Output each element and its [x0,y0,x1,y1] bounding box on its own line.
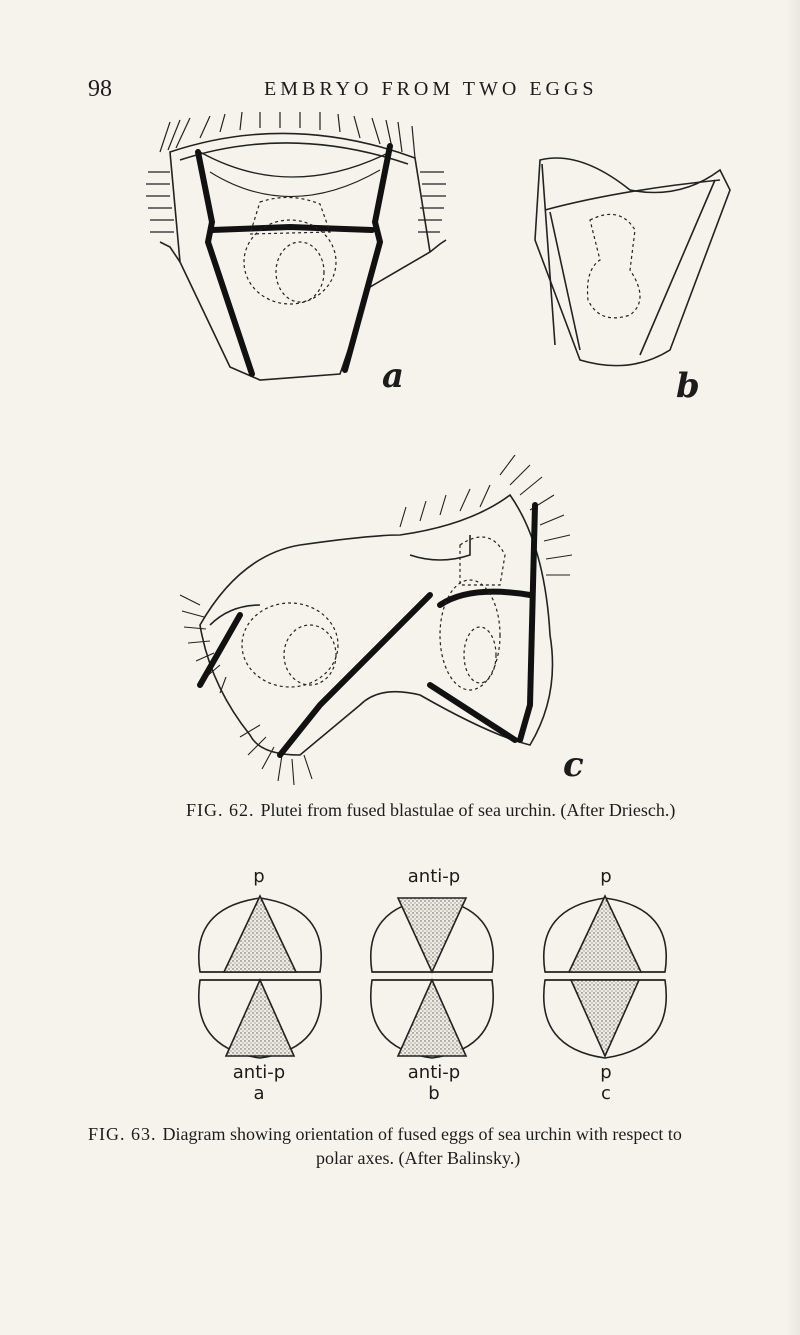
fig63-top-label-b: anti-p [407,866,461,887]
running-head: EMBRYO FROM TWO EGGS [264,78,598,100]
fig63-panel-c-letter: c [601,1083,611,1104]
fig63-diagram-a [199,896,322,1058]
fig63-bottom-label-c: p [600,1062,612,1083]
fig63-diagram-b [371,898,494,1058]
fig63-top-label-a: p [253,866,265,887]
fig63-bottom-label-a: anti-p [232,1062,286,1083]
fig63-panel-a-letter: a [253,1083,265,1104]
fig63-panel-b-letter: b [428,1083,440,1104]
fig63-caption-line1 [88,1122,788,1146]
fig62-panel-b-letter: b [676,366,700,406]
page-number: 98 [88,76,112,102]
page-edge-shadow [786,0,800,1335]
page-header [0,76,800,106]
fig63-diagrams [180,888,690,1068]
fig63-top-label-c: p [600,866,612,887]
fig62-b-illustration [520,150,735,380]
fig62-c-illustration [170,455,600,795]
fig63-label: FIG. 63. [88,1124,157,1144]
fig62-label: FIG. 62. [186,800,255,820]
fig63-bottom-label-b: anti-p [407,1062,461,1083]
fig63-caption-line2: polar axes. (After Balinsky.) [316,1148,521,1168]
fig63-diagram-c [544,896,667,1058]
fig62-panel-c-letter: c [563,745,584,785]
fig62-panel-a-letter: a [382,356,405,396]
fig63-caption-text-1: Diagram showing orientation of fused eggs of sea urchin with respect to [162,1124,682,1144]
fig62-caption [186,798,675,822]
fig63-caption [88,1122,788,1170]
fig62-a-illustration [140,112,450,392]
fig62-caption-text: Plutei from fused blastulae of sea urchin. (After Driesch.) [260,800,676,820]
